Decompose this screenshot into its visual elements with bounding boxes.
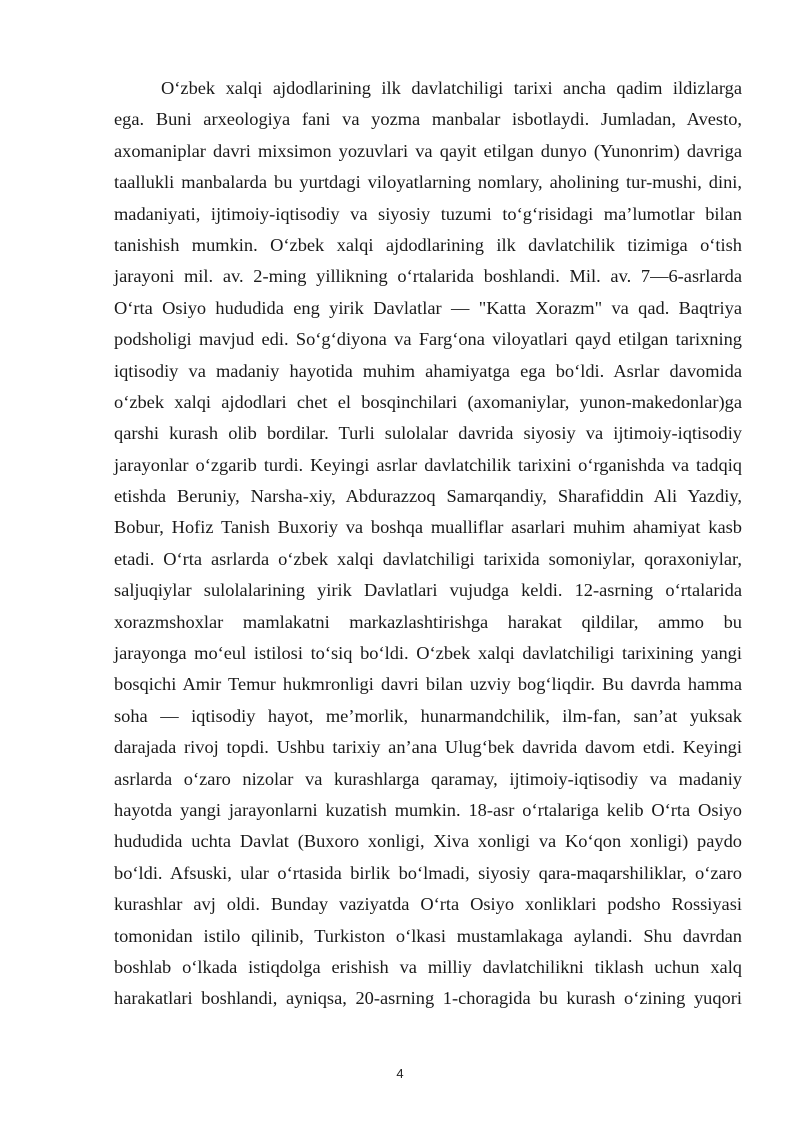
paragraph-line: hayotda yangi jarayonlarni kuzatish mumkin. 18-asr oʻrtalariga kelib Oʻrta Osiyo <box>114 799 742 820</box>
paragraph-line: darajada rivoj topdi. Ushbu tarixiy anʼana Ulugʻbek davrida davom etdi. Keyingi <box>114 737 742 758</box>
paragraph-line: Bobur, Hofiz Tanish Buxoriy va boshqa mualliflar asarlari muhim ahamiyat kasb <box>114 517 742 538</box>
paragraph-line: etishda Beruniy, Narsha-xiy, Abdurazzoq Samarqandiy, Sharafiddin Ali Yazdiy, <box>114 486 742 507</box>
body-paragraph <box>114 73 742 1015</box>
paragraph-line: jarayonlar oʻzgarib turdi. Keyingi asrlar davlatchilik tarixini oʻrganishda va tadqiq <box>114 454 742 475</box>
paragraph-line: hududida uchta Davlat (Buxoro xonligi, Xiva xonligi va Koʻqon xonligi) paydo <box>114 831 742 852</box>
paragraph-line: kurashlar avj oldi. Bunday vaziyatda Oʻrta Osiyo xonliklari podsho Rossiyasi <box>114 894 742 915</box>
paragraph-line: xorazmshoxlar mamlakatni markazlashtirishga harakat qildilar, ammo bu <box>114 611 742 632</box>
paragraph-line: boshlab oʻlkada istiqdolga erishish va milliy davlatchilikni tiklash uchun xalq <box>114 956 742 977</box>
paragraph-line: etadi. Oʻrta asrlarda oʻzbek xalqi davlatchiligi tarixida somoniylar, qoraxoniylar, <box>114 548 742 569</box>
paragraph-line: asrlarda oʻzaro nizolar va kurashlarga qaramay, ijtimoiy-iqtisodiy va madaniy <box>114 768 742 789</box>
paragraph-line: Oʻrta Osiyo hududida eng yirik Davlatlar — "Katta Xorazm" va qad. Baqtriya <box>114 297 742 318</box>
paragraph-line: tomonidan istilo qilinib, Turkiston oʻlkasi mustamlakaga aylandi. Shu davrdan <box>114 925 742 946</box>
paragraph-line: jarayoni mil. av. 2-ming yillikning oʻrtalarida boshlandi. Mil. av. 7—6-asrlarda <box>114 266 742 287</box>
page-number: 4 <box>396 1066 404 1081</box>
paragraph-line: axomaniplar davri mixsimon yozuvlari va qayit etilgan dunyo (Yunonrim) davriga <box>114 140 742 161</box>
paragraph-line: podsholigi mavjud edi. Soʻgʻdiyona va Fargʻona viloyatlari qayd etilgan tarixning <box>114 329 742 350</box>
paragraph-line: bosqichi Amir Temur hukmronligi davri bilan uzviy bogʻliqdir. Bu davrda hamma <box>114 674 742 695</box>
paragraph-line: ega. Buni arxeologiya fani va yozma manbalar isbotlaydi. Jumladan, Avesto, <box>114 109 742 130</box>
paragraph-line: harakatlari boshlandi, ayniqsa, 20-asrning 1-choragida bu kurash oʻzining yuqori <box>114 988 742 1009</box>
paragraph-line: iqtisodiy va madaniy hayotida muhim ahamiyatga ega boʻldi. Asrlar davomida <box>114 360 742 381</box>
paragraph-line: tanishish mumkin. Oʻzbek xalqi ajdodlarining ilk davlatchilik tizimiga oʻtish <box>114 234 742 255</box>
paragraph-line: boʻldi. Afsuski, ular oʻrtasida birlik boʻlmadi, siyosiy qara-maqarshiliklar, oʻzaro <box>114 862 742 883</box>
paragraph-line: Oʻzbek xalqi ajdodlarining ilk davlatchiligi tarixi ancha qadim ildizlarga <box>161 78 742 98</box>
paragraph-line: qarshi kurash olib bordilar. Turli sulolalar davrida siyosiy va ijtimoiy-iqtisodiy <box>114 423 742 444</box>
paragraph-line: oʻzbek xalqi ajdodlari chet el bosqinchilari (axomaniylar, yunon-makedonlar)ga <box>114 391 742 412</box>
paragraph-line: soha — iqtisodiy hayot, meʼmorlik, hunarmandchilik, ilm-fan, sanʼat yuksak <box>114 705 742 726</box>
paragraph-line: saljuqiylar sulolalarining yirik Davlatlari vujudga keldi. 12-asrning oʻrtalarida <box>114 580 742 601</box>
paragraph-line: taallukli manbalarda bu yurtdagi viloyatlarning nomlary, aholining tur-mushi, dini, <box>114 172 742 193</box>
paragraph-line: jarayonga moʻeul istilosi toʻsiq boʻldi. Oʻzbek xalqi davlatchiligi tarixining yangi <box>114 643 742 664</box>
paragraph-line: madaniyati, ijtimoiy-iqtisodiy va siyosiy tuzumi toʻgʻrisidagi maʼlumotlar bilan <box>114 203 742 224</box>
